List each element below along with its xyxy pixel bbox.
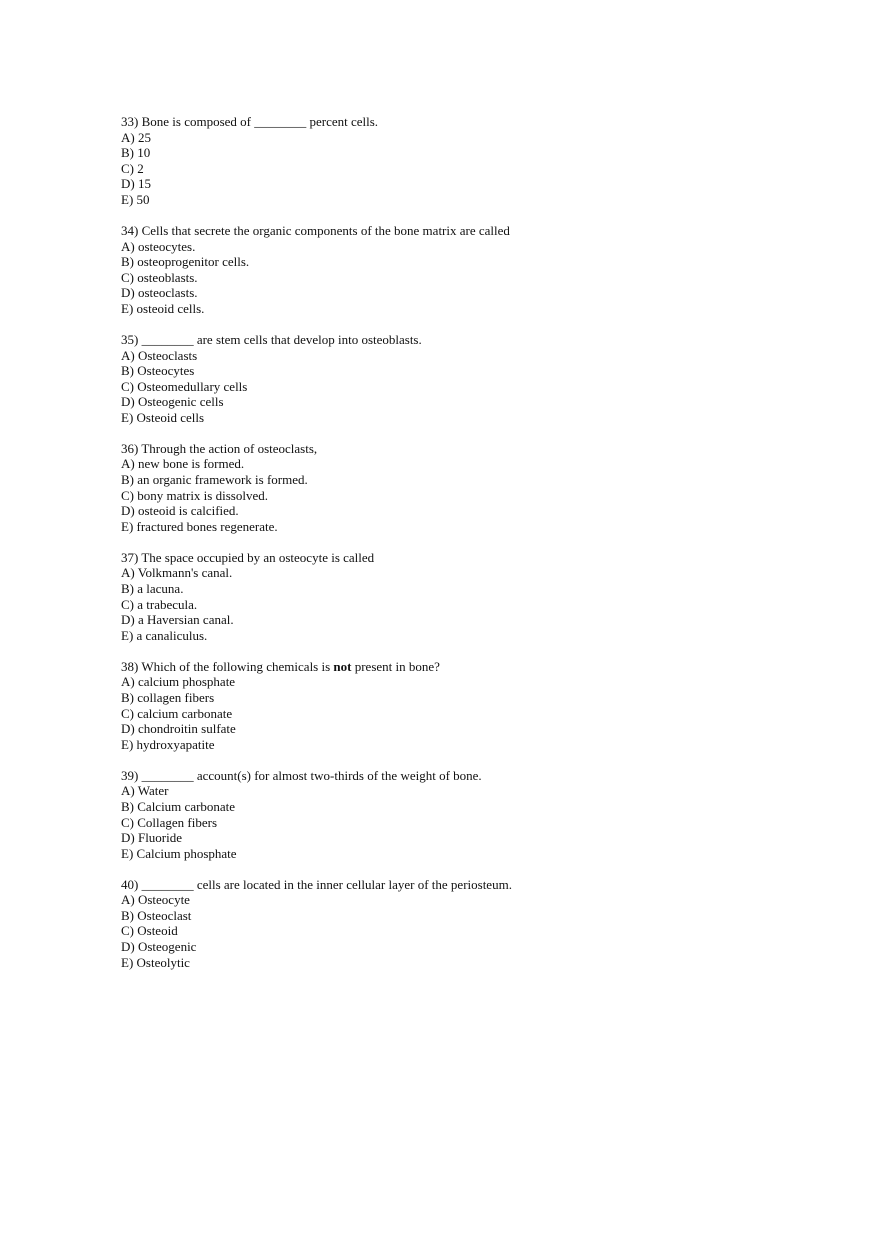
question-stem: 39) ________ account(s) for almost two-thirds of the weight of bone. xyxy=(121,767,482,783)
answer-option-a: A) Osteoclasts xyxy=(121,347,198,363)
answer-option-a: A) new bone is formed. xyxy=(121,456,245,472)
answer-option-d: D) osteoid is calcified. xyxy=(121,503,239,519)
answer-option-d: D) 15 xyxy=(121,176,151,192)
answer-option-c: C) 2 xyxy=(121,160,144,176)
answer-option-e: E) a canaliculus. xyxy=(121,627,208,643)
answer-option-e: E) fractured bones regenerate. xyxy=(121,518,278,534)
question-36 xyxy=(121,441,821,535)
answer-option-c: C) calcium carbonate xyxy=(121,705,233,721)
answer-option-e: E) osteoid cells. xyxy=(121,300,205,316)
answer-option-b: B) Osteocytes xyxy=(121,363,195,379)
answer-option-c: C) Osteomedullary cells xyxy=(121,378,248,394)
answer-option-b: B) Osteoclast xyxy=(121,907,192,923)
question-37 xyxy=(121,550,821,644)
answer-option-e: E) Osteolytic xyxy=(121,954,190,970)
answer-option-d: D) Osteogenic xyxy=(121,939,197,955)
answer-option-c: C) bony matrix is dissolved. xyxy=(121,487,268,503)
question-list xyxy=(121,114,821,986)
question-stem: 37) The space occupied by an osteocyte is called xyxy=(121,549,375,565)
answer-option-d: D) Osteogenic cells xyxy=(121,394,224,410)
question-35 xyxy=(121,332,821,426)
answer-option-c: C) a trabecula. xyxy=(121,596,198,612)
question-stem-emphasis: not xyxy=(333,658,352,674)
answer-option-b: B) collagen fibers xyxy=(121,689,215,705)
answer-option-c: C) osteoblasts. xyxy=(121,269,198,285)
question-34 xyxy=(121,223,821,317)
answer-option-b: B) Calcium carbonate xyxy=(121,798,236,814)
answer-option-d: D) chondroitin sulfate xyxy=(121,721,236,737)
question-stem xyxy=(121,659,821,675)
answer-option-c: C) Osteoid xyxy=(121,923,178,939)
question-38 xyxy=(121,659,821,753)
answer-option-d: D) Fluoride xyxy=(121,830,183,846)
question-stem: 36) Through the action of osteoclasts, xyxy=(121,440,318,456)
question-stem: 40) ________ cells are located in the inner cellular layer of the periosteum. xyxy=(121,876,512,892)
answer-option-e: E) hydroxyapatite xyxy=(121,736,215,752)
answer-option-a: A) osteocytes. xyxy=(121,238,196,254)
question-stem: 34) Cells that secrete the organic components of the bone matrix are called xyxy=(121,222,510,238)
answer-option-a: A) calcium phosphate xyxy=(121,674,236,690)
question-stem-start: 38) Which of the following chemicals is xyxy=(121,658,334,674)
question-stem: 35) ________ are stem cells that develop into osteoblasts. xyxy=(121,331,422,347)
answer-option-e: E) 50 xyxy=(121,191,150,207)
answer-option-e: E) Osteoid cells xyxy=(121,409,205,425)
answer-option-b: B) 10 xyxy=(121,145,151,161)
question-33 xyxy=(121,114,821,208)
question-stem-end: present in bone? xyxy=(351,658,440,674)
answer-option-d: D) a Haversian canal. xyxy=(121,612,234,628)
answer-option-a: A) Volkmann's canal. xyxy=(121,565,233,581)
answer-option-c: C) Collagen fibers xyxy=(121,814,218,830)
answer-option-b: B) osteoprogenitor cells. xyxy=(121,254,250,270)
question-40 xyxy=(121,877,821,971)
answer-option-e: E) Calcium phosphate xyxy=(121,845,237,861)
question-stem: 33) Bone is composed of ________ percent cells. xyxy=(121,114,379,129)
answer-option-d: D) osteoclasts. xyxy=(121,285,198,301)
answer-option-a: A) Osteocyte xyxy=(121,892,190,908)
answer-option-b: B) an organic framework is formed. xyxy=(121,472,308,488)
answer-option-b: B) a lacuna. xyxy=(121,581,184,596)
question-39 xyxy=(121,768,821,862)
answer-option-a: A) Water xyxy=(121,783,169,799)
answer-option-a: A) 25 xyxy=(121,129,151,145)
